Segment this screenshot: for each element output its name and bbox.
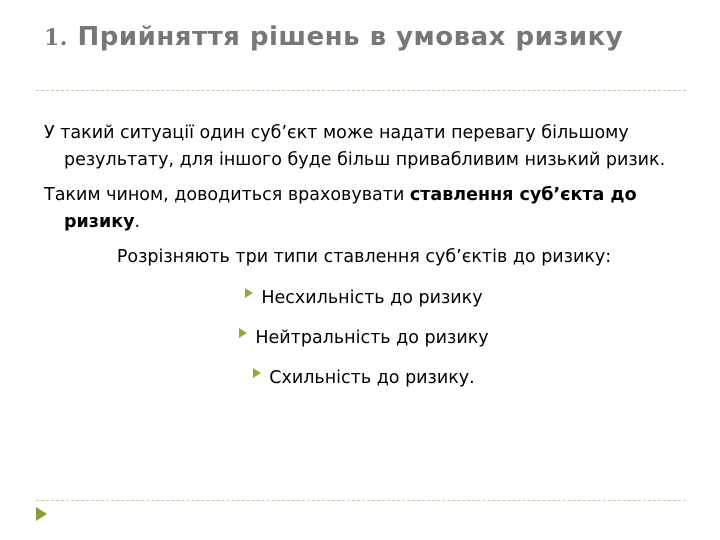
paragraph-attitude-end: . [134,212,141,232]
paragraph-attitude-bold: ставлення суб’єкта до ризику [64,185,637,232]
bullet-item-seeking [44,365,684,392]
triangle-right-icon [239,328,247,338]
paragraph-preference: У такий ситуації один суб’єкт може надати перевагу більшому результату, для іншого буде більш привабливим низький ризик. [44,123,666,170]
slide-body [44,120,684,405]
paragraph-attitude-start: Таким чином, доводиться враховувати [44,185,410,205]
bullet-item-averse [44,285,684,312]
bullet-item-neutral [44,325,684,352]
bottom-divider [36,500,686,501]
triangle-right-icon [253,368,261,378]
types-intro: Розрізняють три типи ставлення суб’єктів до ризику: [116,247,612,267]
bullet-label: Нейтральність до ризику [255,328,489,348]
footer-arrow-icon [36,507,47,521]
paragraph-attitude [44,182,684,236]
slide-title [44,20,684,55]
top-divider [36,90,686,91]
bullet-label: Несхильність до ризику [261,288,483,308]
title-number: 1. [44,25,68,51]
bullet-label: Схильність до ризику. [269,368,475,388]
title-text: Прийняття рішень в умовах ризику [77,22,624,52]
triangle-right-icon [245,288,253,298]
